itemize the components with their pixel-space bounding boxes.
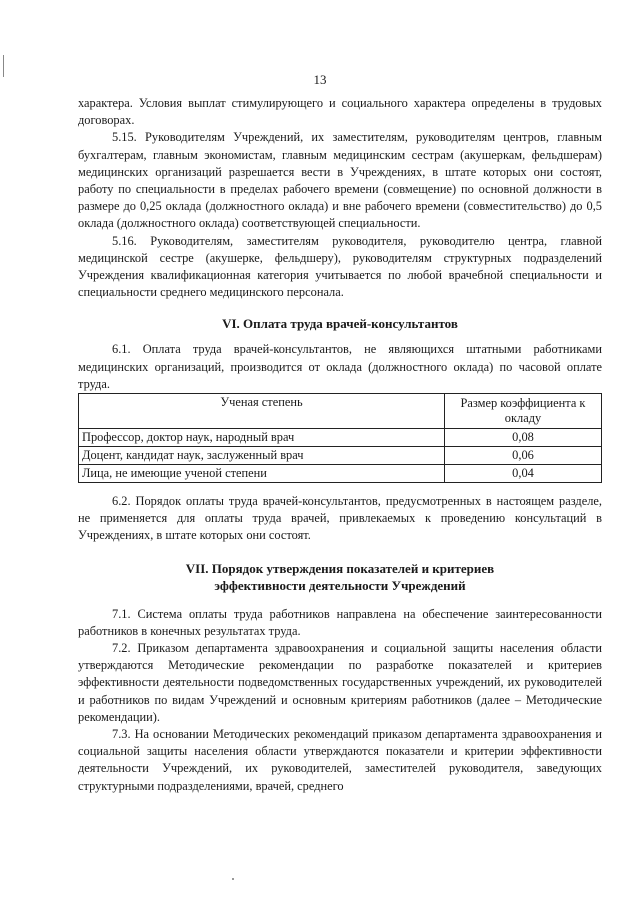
table-cell-value: 0,04 [445, 465, 602, 483]
table-cell-label: Профессор, доктор наук, народный врач [79, 429, 445, 447]
paragraph-7-3: 7.3. На основании Методических рекомендаций приказом департамента здравоохранения и социальной защиты населения области утверждаются показатели и критерии эффективности деятельности Учреждений, их руководителей, заместителей руководителя, заведующих структурными подразделениями, врачей, среднего [78, 727, 602, 793]
paragraph-5-16: 5.16. Руководителям, заместителям руководителя, руководителю центра, главной медицинской сестре (акушерке, фельдшеру), руководителям структурных подразделений Учреждения квалификационная категория учитывается по любой врачебной специальности и специальности среднего медицинского персонала. [78, 233, 602, 300]
section-7-title-line1: VII. Порядок утверждения показателей и критериев [185, 560, 495, 576]
page-number: 13 [313, 72, 327, 87]
table-header-coefficient: Размер коэффициента к окладу [445, 394, 602, 429]
table-cell-value: 0,06 [445, 447, 602, 465]
paragraph-continuation: характера. Условия выплат стимулирующего и социального характера определены в трудовых договорах. [78, 96, 602, 128]
paragraph-6-1: 6.1. Оплата труда врачей-консультантов, не являющихся штатными работниками медицинских организаций, производится от оклада (должностного оклада) по часовой оплате труда. [78, 342, 602, 391]
section-7-title [78, 560, 602, 594]
section-6-title: VI. Оплата труда врачей-консультантов [222, 316, 458, 332]
table-row [79, 429, 602, 447]
table-cell-label: Доцент, кандидат наук, заслуженный врач [79, 447, 445, 465]
paragraph-5-15: 5.15. Руководителям Учреждений, их заместителям, руководителям центров, главным бухгалтерам, главным экономистам, главным медицинским сестрам (акушеркам, фельдшерам) медицинских организаций разрешается вести в Учреждениях, в штате которых они состоят, работу по специальности в пределах рабочего времени (совмещение) по основной должности в размере до 0,25 оклада (должностного оклада) и вне рабочего времени (совместительство) до 0,5 оклада (должностного оклада) соответствующей специальности. [78, 130, 602, 231]
table-header-row [79, 394, 602, 429]
paragraph-7-2: 7.2. Приказом департамента здравоохранения и социальной защиты населения области утверждаются Методические рекомендации по разработке показателей и критериев эффективности деятельности подведомственных государственных учреждений, их руководителей и работников по видам Учреждений и основным критериям работников (далее – Методические рекомендации). [78, 641, 602, 724]
table-row [79, 447, 602, 465]
scan-dust-mark [232, 878, 234, 880]
paragraph-7-1: 7.1. Система оплаты труда работников направлена на обеспечение заинтересованности работников в конечных результатах труда. [78, 606, 602, 638]
paragraph-6-2: 6.2. Порядок оплаты труда врачей-консультантов, предусмотренных в настоящем разделе, не применяется для оплаты труда врачей, привлекаемых к проведению консультаций в Учреждениях, в штате которых они состоят. [78, 494, 602, 543]
section-7-title-line2: эффективности деятельности Учреждений [214, 577, 466, 593]
table-cell-value: 0,08 [445, 429, 602, 447]
table-row [79, 465, 602, 483]
coefficient-table [78, 393, 602, 483]
table-header-degree: Ученая степень [79, 394, 445, 429]
document-body [78, 95, 602, 795]
table-cell-label: Лица, не имеющие ученой степени [79, 465, 445, 483]
